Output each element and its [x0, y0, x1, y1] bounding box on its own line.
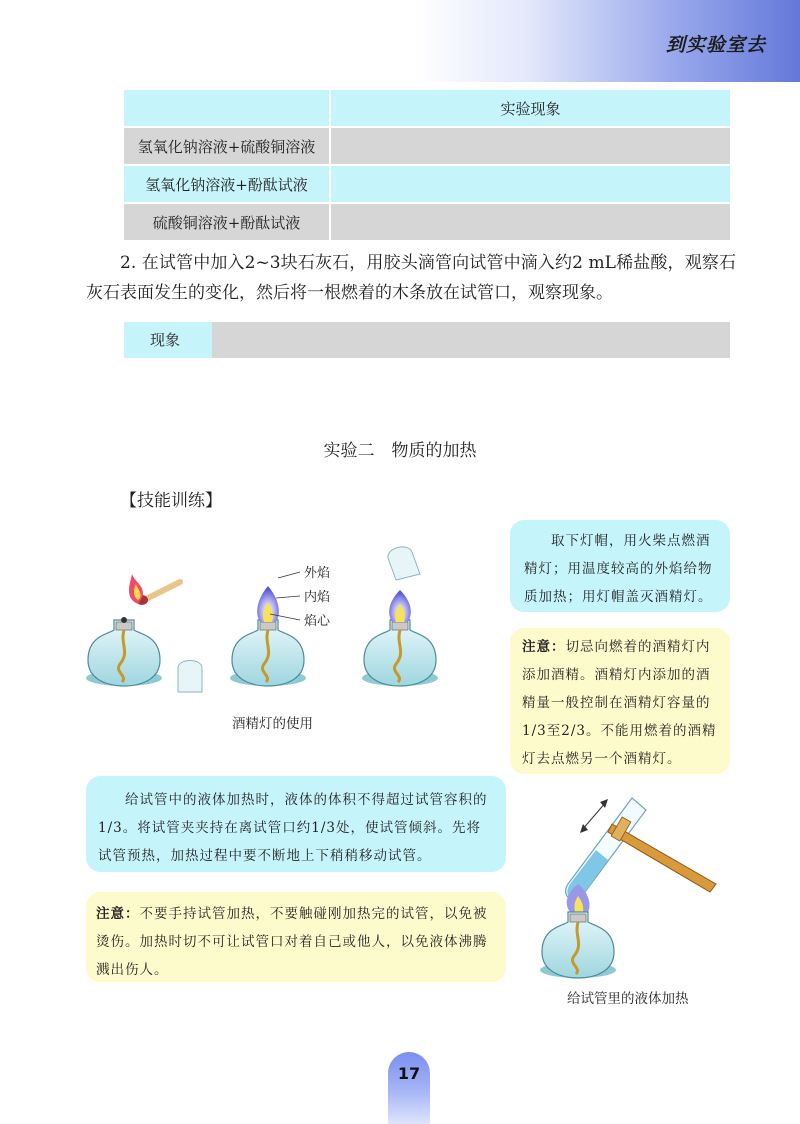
caution-label: 注意： [522, 639, 566, 655]
phenomenon-label: 现象 [124, 322, 212, 358]
alcohol-lamp-icon [540, 912, 616, 978]
experiment-title: 实验二 物质的加热 [323, 441, 477, 461]
phenomenon-row [124, 322, 730, 358]
phenomenon-cell[interactable] [330, 165, 730, 203]
alcohol-lamp-illustration [80, 540, 500, 710]
table-header-cell [124, 89, 330, 127]
reagent-cell: 氢氧化钠溶液+酚酞试液 [124, 165, 330, 203]
section-title: 到实验室去 [665, 34, 766, 56]
heating-liquid-note [86, 776, 506, 872]
extinguishing-lamp-icon [362, 547, 438, 686]
page-number: 17 [397, 1064, 421, 1083]
table-row [124, 165, 730, 203]
flame-core-label: 焰心 [304, 614, 331, 629]
test-tube-holder-icon [608, 817, 716, 892]
phenomenon-cell[interactable] [330, 127, 730, 165]
test-tube-heating-illustration [530, 780, 720, 980]
caution-label: 注意： [96, 906, 140, 922]
table-header-cell: 实验现象 [330, 89, 730, 127]
step-2-paragraph: 2. 在试管中加入2~3块石灰石，用胶头滴管向试管中滴入约2 mL稀盐酸，观察石灰石表面发生的变化，然后将一根燃着的木条放在试管口，观察现象。 [86, 253, 736, 303]
lamp-usage-text: 取下灯帽，用火柴点燃酒精灯；用温度较高的外焰给物质加热；用灯帽盖灭酒精灯。 [524, 533, 713, 605]
alcohol-lamp-icon [86, 617, 162, 686]
observation-table [124, 88, 730, 242]
header-band [0, 0, 800, 82]
phenomenon-answer-cell[interactable] [212, 322, 730, 358]
lit-alcohol-lamp-icon [230, 586, 306, 686]
caution-text: 切忌向燃着的酒精灯内添加酒精。酒精灯内添加的酒精量一般控制在酒精灯容量的1/3至2/3。不能用燃着的酒精灯去点燃另一个酒精灯。 [522, 639, 717, 767]
arrow-icon [580, 799, 608, 833]
table-row [124, 203, 730, 241]
match-icon [129, 574, 180, 605]
heating-liquid-text: 给试管中的液体加热时，液体的体积不得超过试管容积的1/3。将试管夹夹持在离试管口约1/3处，使试管倾斜。先将试管预热，加热过程中要不断地上下稍稍移动试管。 [98, 792, 488, 864]
page-number-tab [388, 1052, 430, 1124]
caution-text: 不要手持试管加热，不要触碰刚加热完的试管，以免被烫伤。加热时切不可让试管口对着自己或他人，以免液体沸腾溅出伤人。 [96, 906, 488, 978]
lamp-caption: 酒精灯的使用 [232, 716, 313, 732]
reagent-cell: 氢氧化钠溶液+硫酸铜溶液 [124, 127, 330, 165]
reagent-cell: 硫酸铜溶液+酚酞试液 [124, 203, 330, 241]
lamp-usage-note [510, 520, 730, 612]
heating-caution-note [86, 892, 506, 982]
table-header-row [124, 89, 730, 127]
table-row [124, 127, 730, 165]
lamp-caution-note [510, 628, 730, 774]
flame-zone-labels [270, 565, 331, 629]
inner-flame-label: 内焰 [304, 590, 331, 605]
lamp-cap-icon [178, 661, 202, 693]
skill-heading: 【技能训练】 [120, 491, 222, 511]
phenomenon-cell[interactable] [330, 203, 730, 241]
outer-flame-label: 外焰 [304, 566, 331, 581]
test-tube-caption: 给试管里的液体加热 [567, 991, 689, 1007]
